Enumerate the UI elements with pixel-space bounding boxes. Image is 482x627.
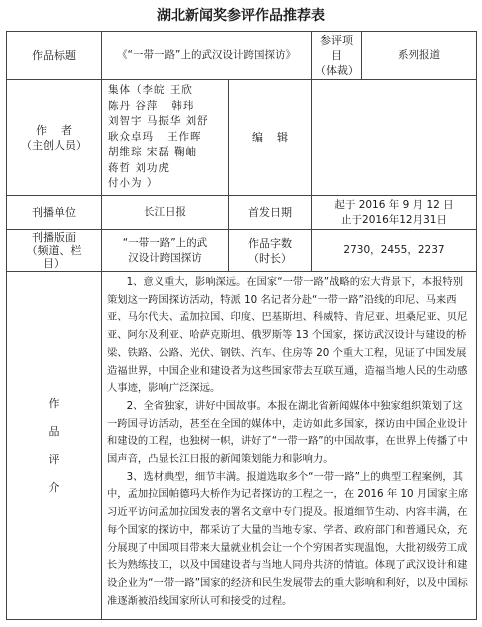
author-line: 刘智宇 马振华 刘舒 <box>108 115 209 128</box>
editor-label: 编 辑 <box>229 80 312 196</box>
work-title-label: 作品标题 <box>7 32 102 80</box>
date-end: 止于2016年12月31日 <box>341 213 447 226</box>
evaluation-paragraph: 1、意义重大，影响深远。在国家“一带一路”战略的宏大背景下，本报特别策划这一跨国探访活动，特派 10 名记者分赴“一带一路”沿线的印尼、马来西亚、马尔代夫、孟加拉国、印度、巴基斯坦、科威特、肯尼亚、坦桑尼亚、贝尼亚、阿尔及利亚、哈萨克斯坦、俄罗斯等 13 个国家，探访武汉设计与建设的桥梁、铁路、公路、光伏、钢铁、汽车、住房等 20 个重大工程，见证了中国发展造福世界，中国企业和建设者为这些国家带去互联互通，造福当地人民的生动感人事迹，影响广泛深远。 <box>107 276 468 395</box>
category-value: 系列报道 <box>362 32 477 80</box>
evaluation-label-char: 作 <box>48 396 60 410</box>
row-title <box>7 32 477 80</box>
section-label-sub: （频道、栏 <box>26 244 82 257</box>
word-count-label-sub: （时长） <box>248 251 292 265</box>
evaluation-label-char: 介 <box>48 480 60 494</box>
author-line: 胡维琮 宋磊 鞠岫 <box>108 146 198 159</box>
row-section <box>7 230 477 272</box>
author-line: 耿众卓玛 王作晖 <box>108 130 202 143</box>
evaluation-paragraph: 2、全省独家，讲好中国故事。本报在湖北省新闻媒体中独家组织策划了这一跨国寻访活动，甚至在全国的媒体中，走访如此多国家，探访由中国企业设计和建设的工程，也独树一帜，讲好了“一带一路”的中国故事，在世界上传播了中国声音，凸显长江日报的新闻策划能力和影响力。 <box>107 399 468 466</box>
section-label: 刊播版面 <box>32 231 76 244</box>
section-value-line: “一带一路”上的武 <box>122 236 208 249</box>
author-line: 付小为 ） <box>108 177 159 190</box>
editor-value <box>312 80 477 196</box>
author-label: 作 者 <box>36 123 72 137</box>
word-count-value: 2730，2455，2237 <box>312 230 477 272</box>
date-start: 起于 2016 年 9 月 12 日 <box>334 198 454 211</box>
row-authors <box>7 80 477 196</box>
section-label-cell <box>7 230 102 272</box>
evaluation-label-char: 评 <box>48 452 60 466</box>
author-line: 蒋哲 刘功虎 <box>108 161 170 174</box>
evaluation-paragraph: 3、选材典型，细节丰满。报道选取多个“一带一路”上的典型工程案例，其中，孟加拉国帕德玛大桥作为记者探访的工程之一，在 2016 年 10 月国家主席习近平访问孟加拉国发表的署名文章中专门提及。报道细节生动、内容丰满，在每个国家的探访中，都采访了大量的当地专家、学者、政府部门和普通民众，充分展现了中国项目带来大量就业机会让一个个穷困者实现温饱，大批初级劳工成长为熟练技工，以及中国建设者与当地人同舟共济的情谊。体现了武汉设计和建设企业为“一带一路”国家的经济和民生发展带去的重大影响和利好，以及中国标准逐渐被沿线国家所认可和接受的过程。 <box>107 470 469 607</box>
recommendation-form-table <box>6 31 477 620</box>
work-title-value: 《“一带一路”上的武汉设计跨国探访》 <box>102 32 312 80</box>
author-line: 集体（李皖 王欣 <box>108 84 193 97</box>
authors-list <box>102 80 229 196</box>
category-label-sub: （体裁） <box>315 64 360 77</box>
first-date-label: 首发日期 <box>229 196 312 230</box>
author-line: 陈丹 谷萍 韩玮 <box>108 99 195 112</box>
row-evaluation <box>7 272 477 620</box>
section-value-line: 汉设计跨国探访 <box>128 251 202 264</box>
author-label-sub: （主创人员） <box>21 138 87 152</box>
section-value <box>102 230 229 272</box>
word-count-label-cell <box>229 230 312 272</box>
category-label: 参评项目 <box>320 34 354 62</box>
word-count-label: 作品字数 <box>248 236 292 250</box>
first-date-value <box>312 196 477 230</box>
page-title: 湖北新闻奖参评作品推荐表 <box>157 8 325 24</box>
publisher-label: 刊播单位 <box>7 196 102 230</box>
category-label-cell <box>312 32 362 80</box>
author-label-cell <box>7 80 102 196</box>
evaluation-label <box>7 272 102 620</box>
evaluation-label-char: 品 <box>48 424 60 438</box>
publisher-value: 长江日报 <box>102 196 229 230</box>
evaluation-text <box>102 272 477 620</box>
section-label-sub2: 目） <box>43 257 65 270</box>
row-publisher <box>7 196 477 230</box>
